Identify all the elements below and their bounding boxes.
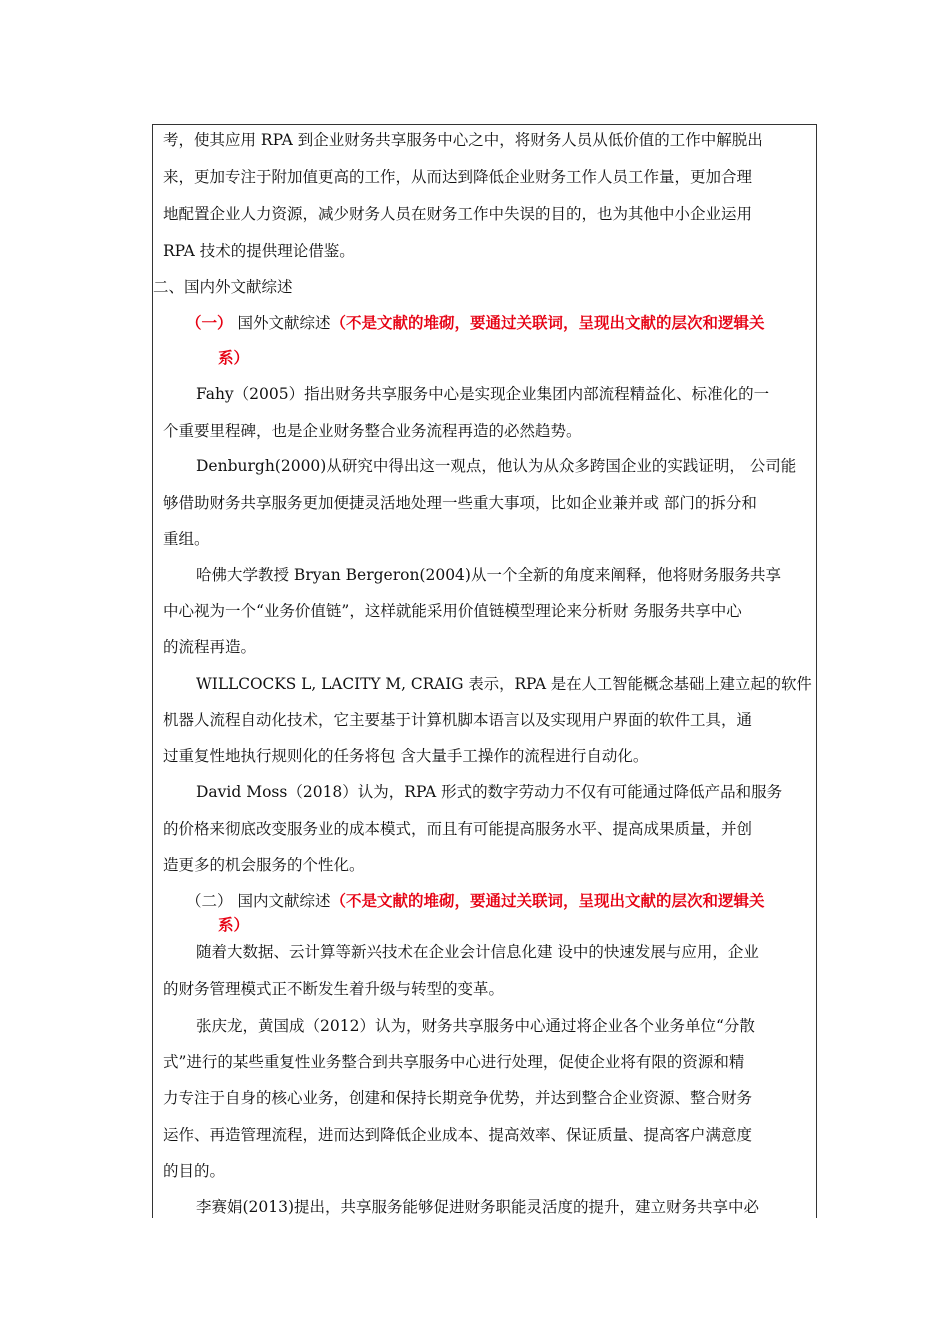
text-line: 够借助财务共享服务更加便捷灵活地处理一些重大事项，比如企业兼并或 部门的拆分和 <box>163 494 757 512</box>
text-line: 考，使其应用 RPA 到企业财务共享服务中心之中，将财务人员从低价值的工作中解脱出 <box>163 131 763 149</box>
text-line: 李赛娟(2013)提出，共享服务能够促进财务职能灵活度的提升，建立财务共享中必 <box>196 1198 760 1216</box>
section-number: （二） <box>186 892 233 910</box>
text-line: 来，更加专注于附加值更高的工作，从而达到降低企业财务工作人员工作量，更加合理 <box>163 168 753 186</box>
section-title: 国内文献综述 <box>237 892 331 910</box>
text-line: 的目的。 <box>163 1162 226 1180</box>
text-line: 的流程再造。 <box>163 638 257 656</box>
heading-2: 二、国内外文献综述 <box>153 278 293 296</box>
text-line: 过重复性地执行规则化的任务将包 含大量手工操作的流程进行自动化。 <box>163 747 649 765</box>
text-line: 机器人流程自动化技术，它主要基于计算机脚本语言以及实现用户界面的软件工具，通 <box>163 711 753 729</box>
section-number: （一） <box>186 313 233 332</box>
text-line: 的价格来彻底改变服务业的成本模式，而且有可能提高服务水平、提高成果质量，并创 <box>163 820 753 838</box>
subheading-foreign <box>186 312 764 334</box>
text-line: 张庆龙，黄国成（2012）认为，财务共享服务中心通过将企业各个业务单位“分散 <box>196 1017 755 1035</box>
text-line: WILLCOCKS L, LACITY M, CRAIG 表示，RPA 是在人工智能概念基础上建立起的软件 <box>196 675 812 693</box>
text-line: Fahy（2005）指出财务共享服务中心是实现企业集团内部流程精益化、标准化的一 <box>196 385 770 403</box>
text-line: 的财务管理模式正不断发生着升级与转型的变革。 <box>163 980 505 998</box>
text-line: 力专注于自身的核心业务，创建和保持长期竞争优势，并达到整合企业资源、整合财务 <box>163 1089 753 1107</box>
text-line: 哈佛大学教授 Bryan Bergeron(2004)从一个全新的角度来阐释，他将财务服务共享 <box>196 566 781 584</box>
text-line: 中心视为一个“业务价值链”，这样就能采用价值链模型理论来分析财 务服务共享中心 <box>163 602 742 620</box>
subheading-domestic <box>186 890 764 912</box>
text-line: 重组。 <box>163 530 210 548</box>
section-note-cont: 系） <box>218 348 250 367</box>
text-line: 随着大数据、云计算等新兴技术在企业会计信息化建 设中的快速发展与应用，企业 <box>196 943 759 961</box>
section-note-cont: 系） <box>218 915 250 934</box>
text-line: 地配置企业人力资源，减少财务人员在财务工作中失误的目的，也为其他中小企业运用 <box>163 205 753 223</box>
text-line: Denburgh(2000)从研究中得出这一观点，他认为从众多跨国企业的实践证明， 公司能 <box>196 457 797 475</box>
section-note: （不是文献的堆砌，要通过关联词，呈现出文献的层次和逻辑关 <box>330 891 765 910</box>
text-line: RPA 技术的提供理论借鉴。 <box>163 242 355 260</box>
text-line: 式”进行的某些重复性业务整合到共享服务中心进行处理，促使企业将有限的资源和精 <box>163 1053 745 1071</box>
text-line: David Moss（2018）认为，RPA 形式的数字劳动力不仅有可能通过降低产品和服务 <box>196 783 783 801</box>
text-line: 运作、再造管理流程，进而达到降低企业成本、提高效率、保证质量、提高客户满意度 <box>163 1126 753 1144</box>
text-line: 造更多的机会服务的个性化。 <box>163 856 365 874</box>
section-title: 国外文献综述 <box>237 314 331 332</box>
section-note: （不是文献的堆砌，要通过关联词，呈现出文献的层次和逻辑关 <box>330 313 765 332</box>
text-line: 个重要里程碑，也是企业财务整合业务流程再造的必然趋势。 <box>163 422 582 440</box>
